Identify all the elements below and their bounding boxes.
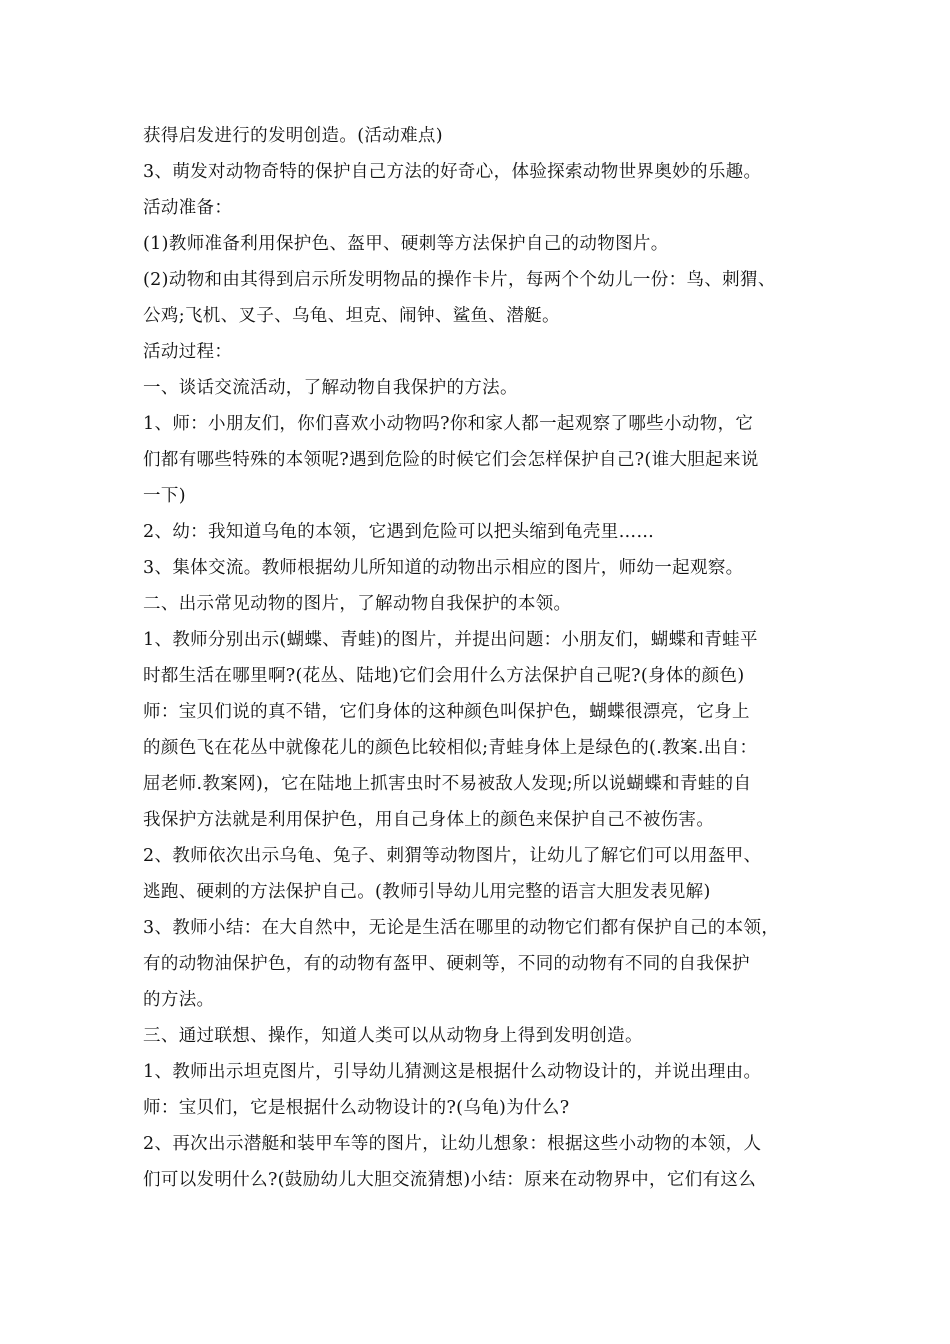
text-line: 们都有哪些特殊的本领呢?遇到危险的时候它们会怎样保护自己?(谁大胆起来说 [143, 450, 759, 470]
text-line: 屈老师.教案网)，它在陆地上抓害虫时不易被敌人发现;所以说蝴蝶和青蛙的自 [143, 774, 752, 794]
text-line: 3、萌发对动物奇特的保护自己方法的好奇心，体验探索动物世界奥妙的乐趣。 [143, 162, 762, 182]
section-heading: 一、谈话交流活动，了解动物自我保护的方法。 [143, 378, 518, 398]
text-line: 一下) [143, 486, 186, 506]
text-line: 获得启发进行的发明创造。(活动难点) [143, 126, 443, 146]
text-line: 1、师：小朋友们，你们喜欢小动物吗?你和家人都一起观察了哪些小动物，它 [143, 414, 754, 434]
text-line: 公鸡;飞机、叉子、乌龟、坦克、闹钟、鲨鱼、潜艇。 [143, 306, 560, 326]
text-line: 时都生活在哪里啊?(花丛、陆地)它们会用什么方法保护自己呢?(身体的颜色) [143, 666, 745, 686]
text-line: 们可以发明什么?(鼓励幼儿大胆交流猜想)小结：原来在动物界中，它们有这么 [143, 1170, 757, 1190]
document-body [143, 118, 833, 1198]
section-heading: 三、通过联想、操作，知道人类可以从动物身上得到发明创造。 [143, 1026, 643, 1046]
text-line: (2)动物和由其得到启示所发明物品的操作卡片，每两个个幼儿一份：鸟、刺猬、 [143, 270, 776, 290]
text-line: 逃跑、硬刺的方法保护自己。(教师引导幼儿用完整的语言大胆发表见解) [143, 882, 711, 902]
text-line: 1、教师出示坦克图片，引导幼儿猜测这是根据什么动物设计的，并说出理由。 [143, 1062, 762, 1082]
text-line: 的方法。 [143, 990, 215, 1010]
text-line: 师：宝贝们，它是根据什么动物设计的?(乌龟)为什么? [143, 1098, 570, 1118]
section-heading: 活动过程： [143, 342, 233, 362]
text-line: 我保护方法就是利用保护色，用自己身体上的颜色来保护自己不被伤害。 [143, 810, 715, 830]
text-line: 3、集体交流。教师根据幼儿所知道的动物出示相应的图片，师幼一起观察。 [143, 558, 744, 578]
section-heading: 二、出示常见动物的图片，了解动物自我保护的本领。 [143, 594, 572, 614]
text-line: 师：宝贝们说的真不错，它们身体的这种颜色叫保护色，蝴蝶很漂亮，它身上 [143, 702, 750, 722]
text-line: 3、教师小结：在大自然中，无论是生活在哪里的动物它们都有保护自己的本领， [143, 918, 780, 938]
text-line: 1、教师分别出示(蝴蝶、青蛙)的图片，并提出问题：小朋友们，蝴蝶和青蛙平 [143, 630, 758, 650]
text-line: 2、教师依次出示乌龟、兔子、刺猬等动物图片，让幼儿了解它们可以用盔甲、 [143, 846, 762, 866]
section-heading: 活动准备： [143, 198, 233, 218]
text-line: 2、再次出示潜艇和装甲车等的图片，让幼儿想象：根据这些小动物的本领，人 [143, 1134, 762, 1154]
text-line: (1)教师准备利用保护色、盔甲、硬刺等方法保护自己的动物图片。 [143, 234, 669, 254]
text-line: 2、幼：我知道乌龟的本领，它遇到危险可以把头缩到龟壳里…… [143, 522, 655, 542]
text-line: 的颜色飞在花丛中就像花儿的颜色比较相似;青蛙身体上是绿色的(.教案.出自： [143, 738, 758, 758]
text-line: 有的动物油保护色，有的动物有盔甲、硬刺等，不同的动物有不同的自我保护 [143, 954, 750, 974]
